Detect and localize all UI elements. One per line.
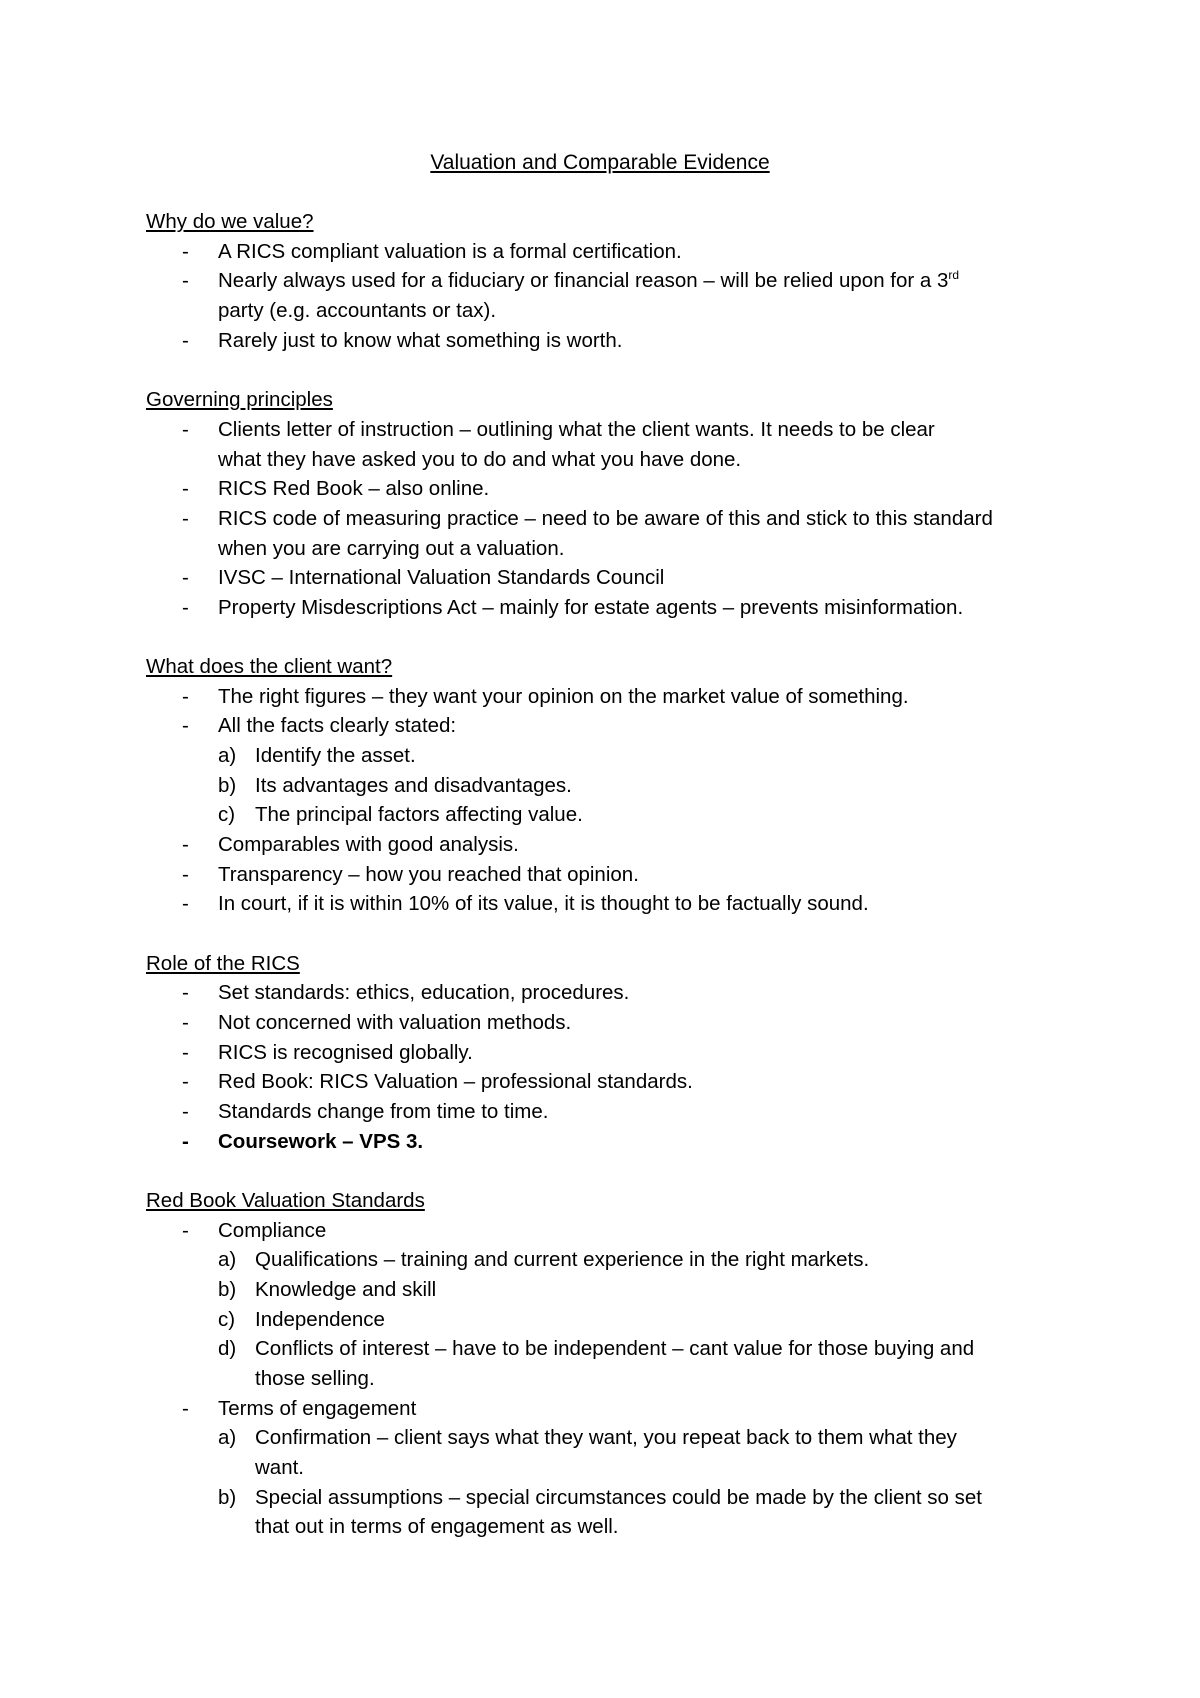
list-item-continuation: party (e.g. accountants or tax). <box>218 299 497 322</box>
list-item: IVSC – International Valuation Standards Council <box>218 566 665 589</box>
bullet-dash: - <box>182 714 189 737</box>
bullet-dash: - <box>182 685 189 708</box>
list-item: Clients letter of instruction – outlining what the client wants. It needs to be clear <box>218 418 935 441</box>
bullet-dash: - <box>182 833 189 856</box>
bullet-dash: - <box>182 1397 189 1420</box>
sub-item-letter: b) <box>218 774 237 797</box>
bullet-dash: - <box>182 329 189 352</box>
list-item: Transparency – how you reached that opinion. <box>218 863 639 886</box>
sub-list-item: Its advantages and disadvantages. <box>255 774 572 797</box>
list-item: Rarely just to know what something is worth. <box>218 329 623 352</box>
sub-list-item-continuation: that out in terms of engagement as well. <box>255 1515 619 1538</box>
bullet-dash: - <box>182 1100 189 1123</box>
list-item: All the facts clearly stated: <box>218 714 457 737</box>
list-item: Compliance <box>218 1219 327 1242</box>
sub-list-item: Knowledge and skill <box>255 1278 437 1301</box>
sub-list-item-continuation: those selling. <box>255 1367 375 1390</box>
list-item: Comparables with good analysis. <box>218 833 519 856</box>
list-item: Red Book: RICS Valuation – professional standards. <box>218 1070 693 1093</box>
heading-client-want: What does the client want? <box>146 655 393 678</box>
sub-list-item-continuation: want. <box>255 1456 304 1479</box>
sub-list-item: Special assumptions – special circumstances could be made by the client so set <box>255 1486 982 1509</box>
list-item: RICS is recognised globally. <box>218 1041 473 1064</box>
list-item-continuation: what they have asked you to do and what you have done. <box>218 448 742 471</box>
list-item: A RICS compliant valuation is a formal certification. <box>218 240 682 263</box>
heading-governing-principles: Governing principles <box>146 388 333 411</box>
list-item-continuation: when you are carrying out a valuation. <box>218 537 565 560</box>
sub-item-letter: a) <box>218 744 237 767</box>
sub-list-item: Confirmation – client says what they want, you repeat back to them what they <box>255 1426 957 1449</box>
sub-item-letter: b) <box>218 1486 237 1509</box>
list-item: RICS Red Book – also online. <box>218 477 490 500</box>
sub-item-letter: a) <box>218 1426 237 1449</box>
document-title: Valuation and Comparable Evidence <box>430 151 770 174</box>
bullet-dash: - <box>182 418 189 441</box>
bullet-dash: - <box>182 240 189 263</box>
sub-item-letter: c) <box>218 1308 236 1331</box>
sub-list-item: Conflicts of interest – have to be independent – cant value for those buying and <box>255 1337 975 1360</box>
bullet-dash: - <box>182 1219 189 1242</box>
list-item: Nearly always used for a fiduciary or financial reason – will be relied upon for a 3rd <box>218 268 960 292</box>
heading-red-book-standards: Red Book Valuation Standards <box>146 1189 425 1212</box>
bullet-dash: - <box>182 1041 189 1064</box>
bullet-dash: - <box>182 507 189 530</box>
sub-list-item: Independence <box>255 1308 385 1331</box>
sub-item-letter: a) <box>218 1248 237 1271</box>
bullet-dash: - <box>182 1011 189 1034</box>
list-item: Terms of engagement <box>218 1397 417 1420</box>
sub-item-letter: d) <box>218 1337 237 1360</box>
sub-list-item: Qualifications – training and current experience in the right markets. <box>255 1248 870 1271</box>
bullet-dash: - <box>182 566 189 589</box>
bullet-dash: - <box>182 1070 189 1093</box>
bullet-dash: - <box>182 477 189 500</box>
heading-why-value: Why do we value? <box>146 210 314 233</box>
list-item: Set standards: ethics, education, procedures. <box>218 981 630 1004</box>
list-item: The right figures – they want your opinion on the market value of something. <box>218 685 909 708</box>
bullet-dash: - <box>182 863 189 886</box>
list-item: In court, if it is within 10% of its value, it is thought to be factually sound. <box>218 892 869 915</box>
bullet-dash: - <box>182 892 189 915</box>
bullet-dash: - <box>182 596 189 619</box>
superscript-rd: rd <box>948 268 960 283</box>
list-item: Standards change from time to time. <box>218 1100 549 1123</box>
bullet-dash: - <box>182 1130 189 1153</box>
list-item-bold: Coursework – VPS 3. <box>218 1130 424 1153</box>
sub-item-letter: c) <box>218 803 236 826</box>
sub-list-item: The principal factors affecting value. <box>255 803 583 826</box>
sub-item-letter: b) <box>218 1278 237 1301</box>
heading-role-rics: Role of the RICS <box>146 952 300 975</box>
bullet-dash: - <box>182 269 189 292</box>
list-item: Property Misdescriptions Act – mainly for estate agents – prevents misinformation. <box>218 596 964 619</box>
list-item: RICS code of measuring practice – need to be aware of this and stick to this standard <box>218 507 993 530</box>
bullet-dash: - <box>182 981 189 1004</box>
sub-list-item: Identify the asset. <box>255 744 416 767</box>
list-item: Not concerned with valuation methods. <box>218 1011 572 1034</box>
